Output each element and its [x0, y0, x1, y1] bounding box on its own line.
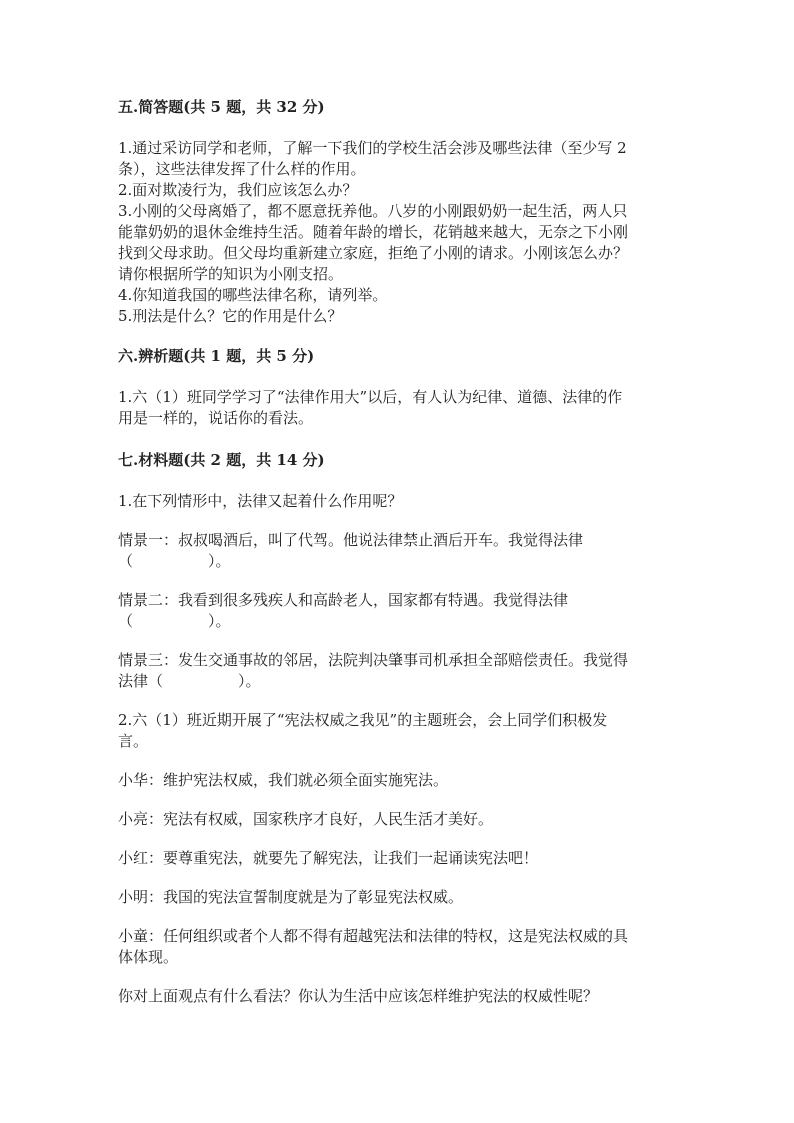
question-2: 2.面对欺凌行为，我们应该怎么办？	[118, 181, 358, 199]
statement-xiaohua	[118, 770, 678, 791]
statement-xiaohong-text: 小红：要尊重宪法，就要先了解宪法，让我们一起诵读宪法吧！	[118, 849, 539, 867]
question-3-line-1: 3.小刚的父母离婚了，都不愿意抚养他。八岁的小刚跟奶奶一起生活，两人只	[118, 202, 628, 220]
scenario-3	[118, 650, 678, 692]
question-1-line-2: 条），这些法律发挥了什么样的作用。	[118, 160, 366, 178]
question-5: 5.刑法是什么？它的作用是什么？	[118, 307, 343, 325]
question-1-line-2: 用是一样的，说话你的看法。	[118, 409, 314, 427]
statement-xiaoliang-text: 小亮：宪法有权威，国家秩序才良好，人民生活才美好。	[118, 810, 494, 828]
question-3-line-3: 找到父母求助。但父母均重新建立家庭，拒绝了小刚的请求。小刚该怎么办？	[118, 244, 629, 262]
scenario-3-line-1: 情景三：发生交通事故的邻居，法院判决肇事司机承担全部赔偿责任。我觉得	[118, 651, 629, 669]
statement-xiaoming	[118, 887, 678, 908]
scenario-3-line-2: 法律（ ）。	[118, 672, 261, 690]
statement-xiaoliang	[118, 809, 678, 830]
section-title: 七.材料题(共 2 题，共 14 分)	[118, 451, 325, 469]
scenario-1-line-1: 情景一：叔叔喝酒后，叫了代驾。他说法律禁止酒后开车。我觉得法律	[118, 531, 584, 549]
statement-xiaohua-text: 小华：维护宪法权威，我们就必须全面实施宪法。	[118, 771, 449, 789]
section-analysis	[118, 345, 678, 429]
section-short-answer	[118, 96, 678, 327]
question-2	[118, 710, 678, 752]
question-1-text: 1.在下列情形中，法律又起着什么作用呢？	[118, 492, 403, 510]
scenario-1-line-2: （ ）。	[118, 552, 231, 570]
final-question	[118, 986, 678, 1007]
question-2-line-1: 2.六（1）班近期开展了“宪法权威之我见”的主题班会，会上同学们积极发	[118, 711, 608, 729]
question-3-line-2: 能靠奶奶的退休金维持生活。随着年龄的增长，花销越来越大，无奈之下小刚	[118, 223, 629, 241]
statement-xiaohong	[118, 848, 678, 869]
scenario-2-line-2: （ ）。	[118, 612, 231, 630]
question-1-line-1: 1.六（1）班同学学习了“法律作用大”以后，有人认为纪律、道德、法律的作	[118, 388, 623, 406]
statement-xiaotong-line-2: 体体现。	[118, 948, 179, 966]
section-title: 六.辨析题(共 1 题，共 5 分)	[118, 347, 315, 365]
scenario-1	[118, 530, 678, 572]
scenario-2-line-1: 情景二：我看到很多残疾人和高龄老人，国家都有特遇。我觉得法律	[118, 591, 569, 609]
question-1	[118, 491, 678, 512]
section-title: 五.简答题(共 5 题，共 32 分)	[118, 98, 325, 116]
statement-xiaotong-line-1: 小童：任何组织或者个人都不得有超越宪法和法律的特权，这是宪法权威的具	[118, 927, 629, 945]
statement-xiaoming-text: 小明：我国的宪法宣誓制度就是为了彰显宪法权威。	[118, 888, 464, 906]
question-4: 4.你知道我国的哪些法律名称，请列举。	[118, 286, 388, 304]
page-content	[118, 96, 678, 1007]
section-material	[118, 449, 678, 1007]
question-2-line-2: 言。	[118, 732, 149, 750]
scenario-2	[118, 590, 678, 632]
question-1-line-1: 1.通过采访同学和老师，了解一下我们的学校生活会涉及哪些法律（至少写 2	[118, 139, 627, 157]
final-question-text: 你对上面观点有什么看法？你认为生活中应该怎样维护宪法的权威性呢？	[118, 987, 599, 1005]
statement-xiaotong	[118, 926, 678, 968]
question-3-line-4: 请你根据所学的知识为小刚支招。	[118, 265, 344, 283]
question-1	[118, 387, 678, 429]
question-list	[118, 138, 678, 327]
